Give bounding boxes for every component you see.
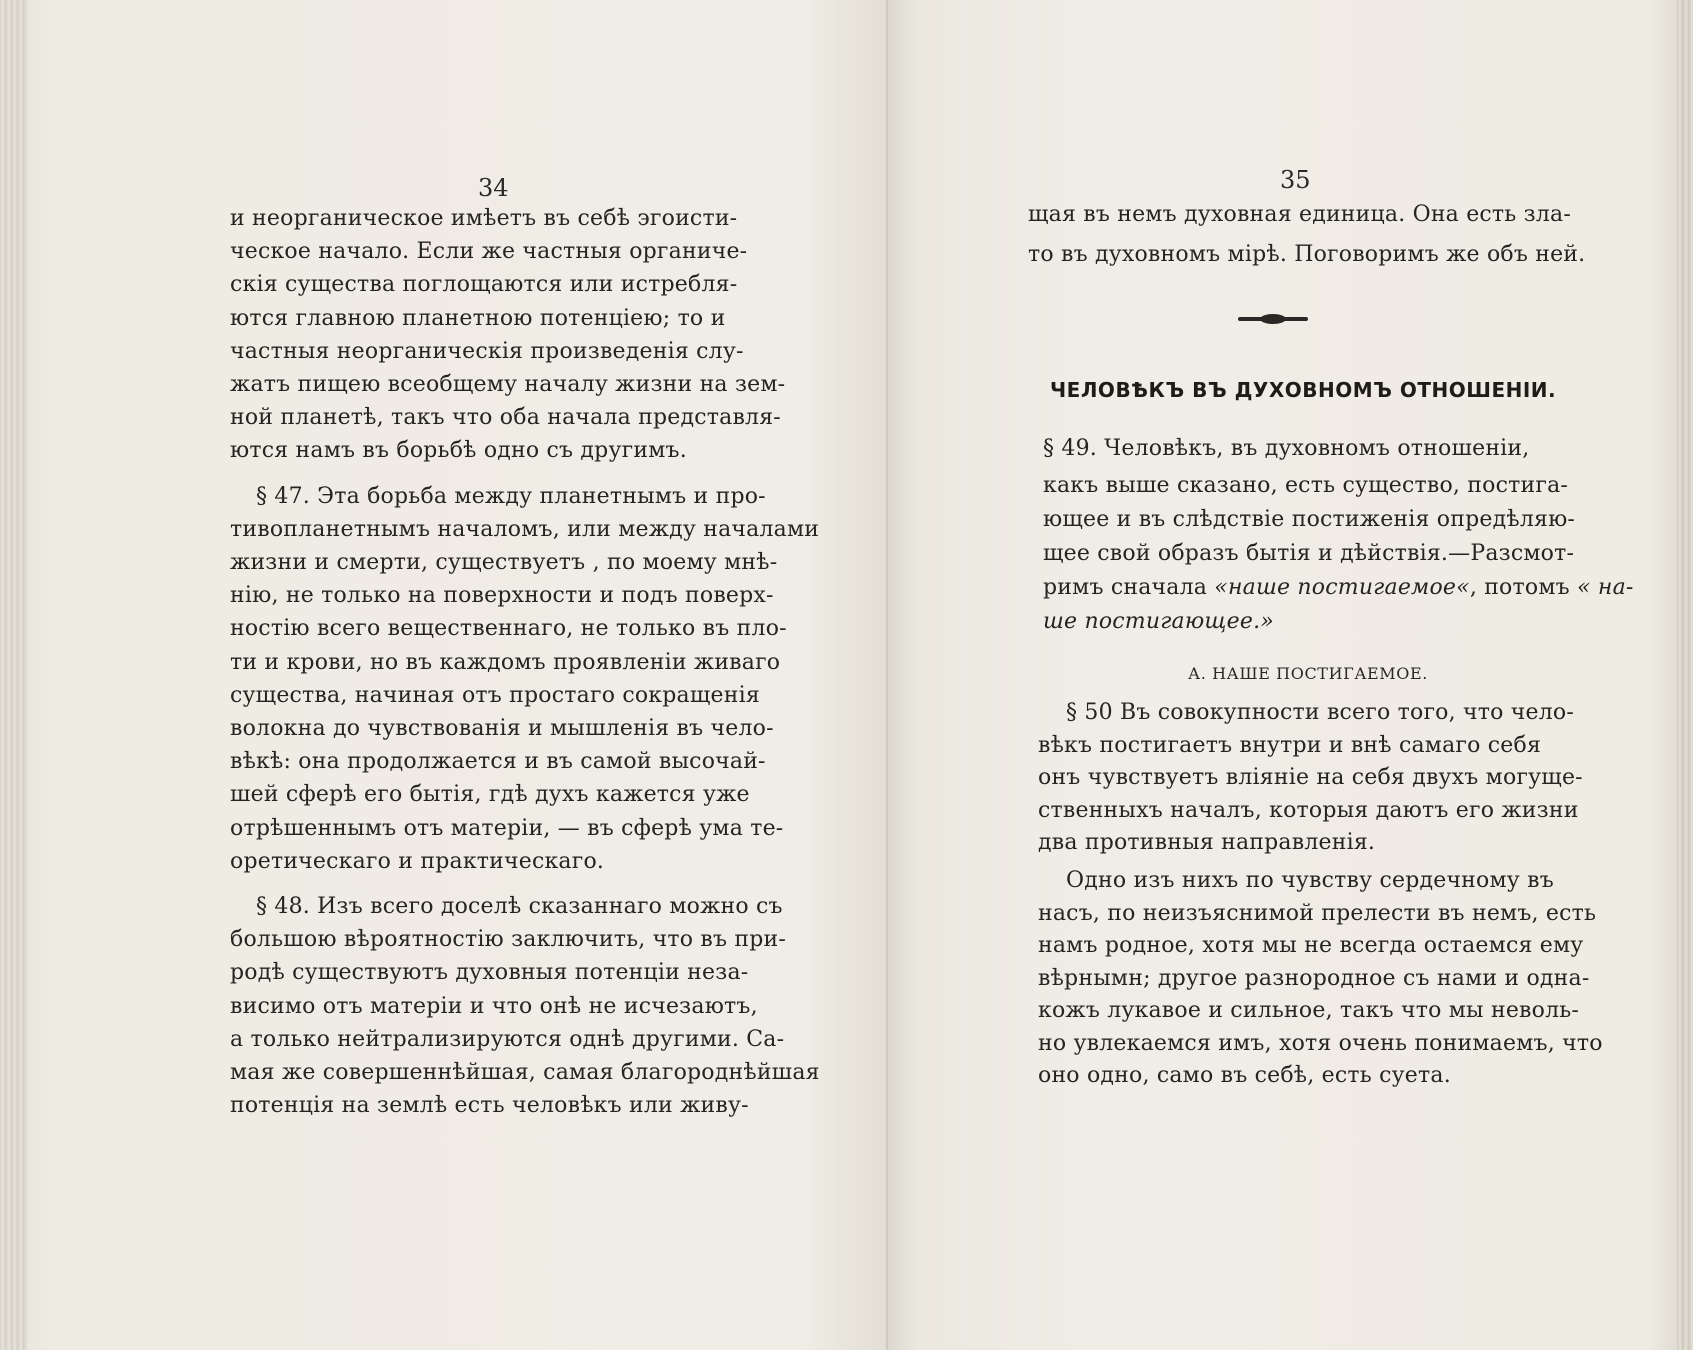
text-line: щее свой образъ бытія и дѣйствія.—Разсмот-	[1043, 541, 1575, 566]
text-line: щая въ немъ духовная единица. Она есть зла-	[1028, 202, 1572, 227]
text-line-mixed	[1043, 575, 1634, 600]
section-ornament	[1238, 317, 1308, 321]
text-line: ются намъ въ борьбѣ одно съ другимъ.	[230, 438, 687, 464]
text-line: вѣкъ постигаетъ внутри и внѣ самаго себя	[1038, 732, 1542, 758]
italic-fragment: « на-	[1577, 575, 1634, 600]
text-line: а только нейтрализируются однѣ другими. Са-	[230, 1026, 785, 1052]
text-line: скія существа поглощаются или истребля-	[230, 272, 738, 298]
text-line: вѣрнымн; другое разнородное съ нами и одна-	[1038, 965, 1590, 991]
text-line: то въ духовномъ мірѣ. Поговоримъ же объ ней.	[1028, 242, 1586, 267]
text-line: вѣкѣ: она продолжается и въ самой высочай-	[230, 749, 766, 775]
text-line: § 50 Въ совокупности всего того, что чело-	[1066, 700, 1574, 725]
text-line-italic	[1043, 609, 1463, 634]
text-line: два противныя направленія.	[1038, 830, 1376, 855]
subsection-heading: А. НАШЕ ПОСТИГАЕМОЕ.	[1188, 664, 1428, 683]
text-line: Одно изъ нихъ по чувству сердечному въ	[1066, 868, 1554, 893]
text-fragment: , потомъ	[1469, 575, 1578, 600]
text-line: и неорганическое имѣетъ въ себѣ эгоисти-	[230, 206, 738, 231]
text-line: оретическаго и практическаго.	[230, 848, 605, 874]
text-line: ческое начало. Если же частныя органиче-	[230, 239, 748, 265]
text-line: § 48. Изъ всего доселѣ сказаннаго можно съ	[256, 894, 783, 919]
right-page	[888, 0, 1693, 1350]
text-line: жатъ пищею всеобщему началу жизни на зем-	[230, 372, 786, 397]
section-heading: ЧЕЛОВѢКЪ ВЪ ДУХОВНОМЪ ОТНОШЕНІИ.	[1050, 378, 1557, 402]
text-line: кожъ лукавое и сильное, такъ что мы неволь-	[1038, 998, 1580, 1023]
text-line: § 49. Человѣкъ, въ духовномъ отношеніи,	[1043, 436, 1530, 461]
text-line: но увлекаемся имъ, хотя очень понимаемъ, что	[1038, 1030, 1603, 1056]
text-line: ти и крови, но въ каждомъ проявленіи живаго	[230, 649, 781, 675]
text-line: большою вѣроятностію заключить, что въ при-	[230, 927, 787, 953]
text-line: отрѣшеннымъ отъ матеріи, — въ сферѣ ума те-	[230, 815, 784, 841]
text-line: ностію всего вещественнаго, не только въ пло-	[230, 616, 787, 642]
text-line: волокна до чувствованія и мышленія въ чело-	[230, 716, 774, 741]
text-line: потенція на землѣ есть человѣкъ или живу-	[230, 1093, 749, 1119]
text-line: частныя неорганическія произведенія слу-	[230, 338, 744, 364]
page-number-left: 34	[478, 174, 509, 202]
text-line: насъ, по неизъяснимой прелести въ немъ, есть	[1038, 900, 1597, 926]
text-line: оно одно, само въ себѣ, есть суета.	[1038, 1063, 1451, 1088]
text-line: ются главною планетною потенціею; то и	[230, 305, 726, 331]
text-line: мая же совершеннѣйшая, самая благороднѣйшая	[230, 1060, 820, 1085]
text-line: ющее и въ слѣдствіе постиженія опредѣляю-	[1043, 507, 1576, 532]
text-line: ственныхъ началъ, которыя даютъ его жизни	[1038, 797, 1579, 823]
italic-fragment: «наше постигаемое«	[1214, 575, 1470, 600]
text-line: жизни и смерти, существуетъ , по моему мнѣ-	[230, 550, 778, 575]
text-line: родѣ существуютъ духовныя потенціи неза-	[230, 960, 749, 986]
text-line: нію, не только на поверхности и подъ поверх-	[230, 583, 774, 609]
text-line: какъ выше сказано, есть существо, постига-	[1043, 473, 1569, 498]
italic-fragment: ше постигающее.»	[1043, 609, 1274, 634]
text-line: ной планетѣ, такъ что оба начала представля-	[230, 405, 781, 431]
text-line: тивопланетнымъ началомъ, или между началами	[230, 516, 820, 542]
text-line: существа, начиная отъ простаго сокращенія	[230, 682, 760, 708]
text-line: шей сферѣ его бытія, гдѣ духъ кажется уже	[230, 782, 750, 808]
text-line: намъ родное, хотя мы не всегда остаемся ему	[1038, 933, 1584, 958]
text-fragment: римъ сначала	[1043, 575, 1215, 600]
page-number-right: 35	[1280, 166, 1311, 194]
text-line: онъ чувствуетъ вліяніе на себя двухъ могуще-	[1038, 765, 1583, 790]
text-line: висимо отъ матеріи и что онѣ не исчезаютъ,	[230, 993, 758, 1019]
text-line: § 47. Эта борьба между планетнымъ и про-	[256, 483, 766, 509]
